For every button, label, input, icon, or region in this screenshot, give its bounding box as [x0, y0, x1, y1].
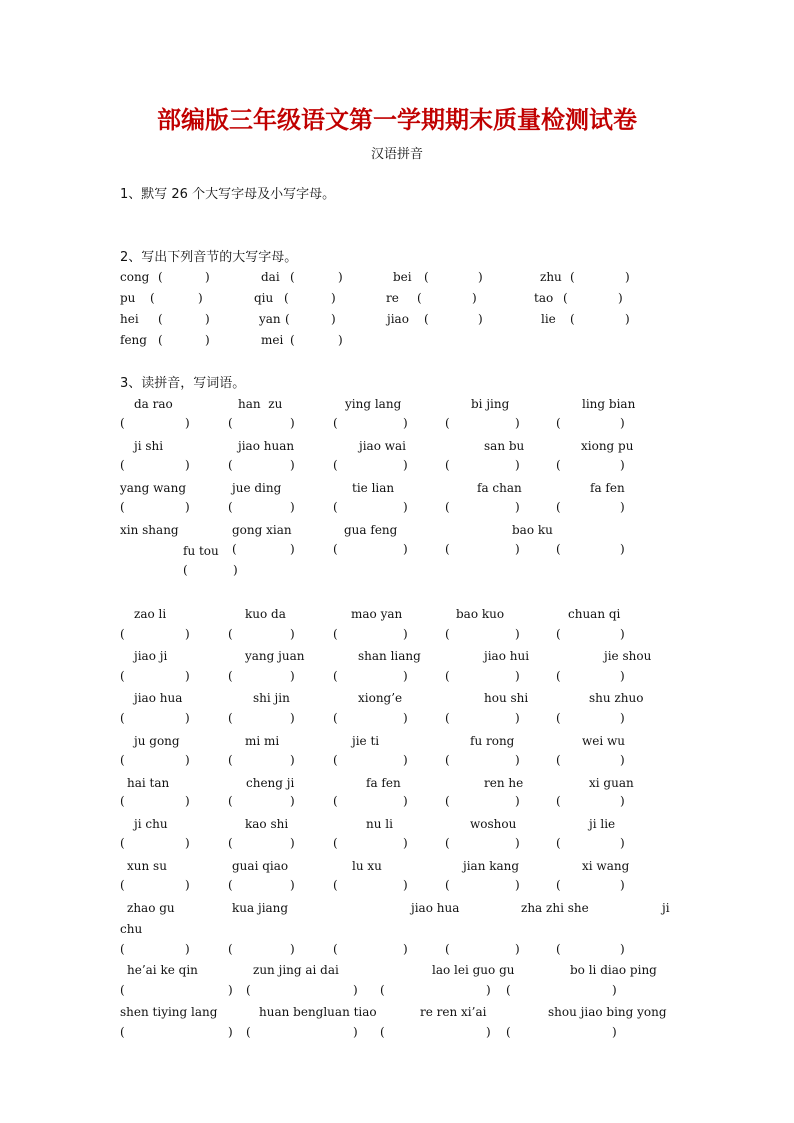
answer-paren-close: ) — [198, 291, 203, 305]
answer-paren-open: ( — [380, 1025, 385, 1039]
answer-paren-close: ) — [290, 627, 295, 641]
syllable-label: feng — [120, 333, 147, 347]
answer-paren-open: ( — [183, 563, 188, 577]
pinyin-word: ji chu — [134, 817, 168, 831]
answer-paren-open: ( — [445, 627, 450, 641]
answer-paren-close: ) — [515, 627, 520, 641]
answer-paren-open: ( — [333, 500, 338, 514]
pinyin-word: guai qiao — [232, 859, 289, 873]
pinyin-word: han zu — [238, 397, 283, 411]
syllable-label: re — [386, 291, 399, 305]
pinyin-word: mao yan — [351, 607, 403, 621]
answer-paren-open: ( — [158, 312, 163, 326]
idiom-pinyin: re ren xi’ai — [420, 1005, 487, 1019]
pinyin-word: bao ku — [512, 523, 553, 537]
answer-paren-close: ) — [338, 333, 343, 347]
answer-paren-close: ) — [515, 794, 520, 808]
pinyin-word: jie shou — [604, 649, 652, 663]
answer-paren-close: ) — [515, 500, 520, 514]
pinyin-word: hou shi — [484, 691, 529, 705]
answer-paren-open: ( — [556, 794, 561, 808]
syllable-label: pu — [120, 291, 136, 305]
pinyin-word: fu rong — [470, 734, 515, 748]
answer-paren-open: ( — [556, 627, 561, 641]
answer-paren-open: ( — [120, 1025, 125, 1039]
syllable-label: cong — [120, 270, 150, 284]
answer-paren-open: ( — [570, 312, 575, 326]
answer-paren-close: ) — [403, 627, 408, 641]
idiom-pinyin: bo li diao ping — [570, 963, 657, 977]
syllable-label: tao — [534, 291, 554, 305]
answer-paren-close: ) — [331, 312, 336, 326]
pinyin-word: ling bian — [582, 397, 636, 411]
answer-paren-close: ) — [486, 983, 491, 997]
answer-paren-close: ) — [625, 270, 630, 284]
pinyin-word: ju gong — [134, 734, 180, 748]
answer-paren-close: ) — [620, 836, 625, 850]
pinyin-word: woshou — [470, 817, 517, 831]
answer-paren-open: ( — [232, 542, 237, 556]
answer-paren-open: ( — [556, 878, 561, 892]
page-subtitle: 汉语拼音 — [370, 147, 423, 162]
pinyin-word: xiong’e — [358, 691, 403, 705]
answer-paren-open: ( — [445, 794, 450, 808]
answer-paren-close: ) — [403, 878, 408, 892]
answer-paren-open: ( — [333, 794, 338, 808]
answer-paren-close: ) — [205, 333, 210, 347]
answer-paren-close: ) — [515, 416, 520, 430]
answer-paren-open: ( — [120, 458, 125, 472]
answer-paren-close: ) — [478, 270, 483, 284]
pinyin-word: wei wu — [582, 734, 626, 748]
answer-paren-open: ( — [556, 711, 561, 725]
answer-paren-close: ) — [353, 1025, 358, 1039]
answer-paren-close: ) — [185, 878, 190, 892]
answer-paren-close: ) — [185, 794, 190, 808]
pinyin-word: hai tan — [127, 776, 170, 790]
answer-paren-open: ( — [120, 753, 125, 767]
answer-paren-close: ) — [515, 753, 520, 767]
answer-paren-close: ) — [620, 753, 625, 767]
answer-paren-open: ( — [246, 983, 251, 997]
answer-paren-close: ) — [515, 836, 520, 850]
answer-paren-close: ) — [331, 291, 336, 305]
pinyin-word: san bu — [484, 439, 525, 453]
answer-paren-close: ) — [290, 711, 295, 725]
syllable-label: qiu — [254, 291, 274, 305]
answer-paren-open: ( — [424, 270, 429, 284]
pinyin-word: jue ding — [232, 481, 282, 495]
answer-paren-open: ( — [285, 312, 290, 326]
answer-paren-open: ( — [570, 270, 575, 284]
syllable-label: bei — [393, 270, 412, 284]
answer-paren-open: ( — [228, 878, 233, 892]
answer-paren-open: ( — [556, 542, 561, 556]
answer-paren-close: ) — [403, 458, 408, 472]
answer-paren-open: ( — [228, 942, 233, 956]
answer-paren-open: ( — [228, 500, 233, 514]
answer-paren-close: ) — [620, 878, 625, 892]
pinyin-word: kuo da — [245, 607, 286, 621]
pinyin-word: ji lie — [589, 817, 616, 831]
answer-paren-close: ) — [620, 627, 625, 641]
pinyin-word: bao kuo — [456, 607, 505, 621]
syllable-label: lie — [541, 312, 556, 326]
pinyin-word: xi wang — [582, 859, 630, 873]
answer-paren-close: ) — [290, 416, 295, 430]
question-2-label: 2、写出下列音节的大写字母。 — [120, 250, 298, 265]
pinyin-word: yang wang — [120, 481, 186, 495]
answer-paren-open: ( — [556, 836, 561, 850]
answer-paren-close: ) — [185, 458, 190, 472]
answer-paren-close: ) — [620, 942, 625, 956]
answer-paren-open: ( — [120, 794, 125, 808]
answer-paren-open: ( — [445, 711, 450, 725]
answer-paren-open: ( — [158, 270, 163, 284]
answer-paren-open: ( — [120, 836, 125, 850]
idiom-pinyin: shen tiying lang — [120, 1005, 218, 1019]
answer-paren-close: ) — [185, 416, 190, 430]
idiom-pinyin: zun jing ai dai — [253, 963, 339, 977]
answer-paren-close: ) — [205, 312, 210, 326]
answer-paren-open: ( — [445, 669, 450, 683]
answer-paren-open: ( — [228, 669, 233, 683]
pinyin-word: gong xian — [232, 523, 292, 537]
pinyin-word: jiao hua — [134, 691, 183, 705]
answer-paren-close: ) — [228, 983, 233, 997]
answer-paren-open: ( — [290, 333, 295, 347]
answer-paren-open: ( — [333, 836, 338, 850]
answer-paren-open: ( — [333, 878, 338, 892]
answer-paren-close: ) — [620, 711, 625, 725]
answer-paren-open: ( — [333, 753, 338, 767]
answer-paren-open: ( — [333, 942, 338, 956]
answer-paren-close: ) — [612, 983, 617, 997]
answer-paren-open: ( — [556, 753, 561, 767]
answer-paren-open: ( — [120, 942, 125, 956]
pinyin-word: fu tou — [183, 544, 219, 558]
pinyin-word: shu zhuo — [589, 691, 644, 705]
answer-paren-open: ( — [506, 983, 511, 997]
pinyin-word: ji — [662, 901, 670, 915]
answer-paren-open: ( — [120, 627, 125, 641]
answer-paren-open: ( — [120, 500, 125, 514]
pinyin-word: fa chan — [477, 481, 522, 495]
answer-paren-open: ( — [333, 669, 338, 683]
answer-paren-open: ( — [445, 542, 450, 556]
answer-paren-close: ) — [403, 836, 408, 850]
answer-paren-open: ( — [120, 416, 125, 430]
answer-paren-close: ) — [338, 270, 343, 284]
answer-paren-close: ) — [403, 942, 408, 956]
pinyin-word: ying lang — [345, 397, 402, 411]
question-3-label: 3、读拼音，写词语。 — [120, 376, 246, 391]
pinyin-word: nu li — [366, 817, 393, 831]
answer-paren-open: ( — [120, 983, 125, 997]
answer-paren-open: ( — [333, 542, 338, 556]
answer-paren-open: ( — [120, 711, 125, 725]
idiom-pinyin: huan bengluan tiao — [259, 1005, 377, 1019]
pinyin-word: jiao wai — [359, 439, 407, 453]
answer-paren-close: ) — [228, 1025, 233, 1039]
answer-paren-close: ) — [290, 500, 295, 514]
pinyin-word: fa fen — [366, 776, 401, 790]
answer-paren-open: ( — [380, 983, 385, 997]
answer-paren-close: ) — [185, 836, 190, 850]
pinyin-word: xun su — [127, 859, 167, 873]
pinyin-word: yang juan — [245, 649, 305, 663]
pinyin-word: jiao hui — [484, 649, 530, 663]
answer-paren-close: ) — [403, 669, 408, 683]
answer-paren-close: ) — [185, 627, 190, 641]
answer-paren-close: ) — [403, 416, 408, 430]
answer-paren-close: ) — [185, 753, 190, 767]
answer-paren-open: ( — [556, 458, 561, 472]
idiom-pinyin: shou jiao bing yong — [548, 1005, 667, 1019]
answer-paren-open: ( — [120, 669, 125, 683]
answer-paren-open: ( — [228, 627, 233, 641]
answer-paren-open: ( — [228, 458, 233, 472]
pinyin-word: tie lian — [352, 481, 395, 495]
pinyin-word: xin shang — [120, 523, 179, 537]
syllable-label: jiao — [387, 312, 409, 326]
idiom-pinyin: he’ai ke qin — [127, 963, 198, 977]
answer-paren-open: ( — [333, 458, 338, 472]
answer-paren-close: ) — [620, 542, 625, 556]
answer-paren-close: ) — [290, 794, 295, 808]
answer-paren-close: ) — [515, 669, 520, 683]
answer-paren-open: ( — [445, 500, 450, 514]
answer-paren-open: ( — [445, 458, 450, 472]
answer-paren-close: ) — [290, 669, 295, 683]
answer-paren-close: ) — [185, 711, 190, 725]
answer-paren-open: ( — [445, 416, 450, 430]
pinyin-word: jiao hua — [411, 901, 460, 915]
answer-paren-close: ) — [233, 563, 238, 577]
answer-paren-close: ) — [625, 312, 630, 326]
answer-paren-close: ) — [472, 291, 477, 305]
answer-paren-open: ( — [228, 416, 233, 430]
answer-paren-open: ( — [228, 836, 233, 850]
answer-paren-open: ( — [424, 312, 429, 326]
answer-paren-open: ( — [333, 627, 338, 641]
answer-paren-open: ( — [556, 416, 561, 430]
answer-paren-open: ( — [158, 333, 163, 347]
answer-paren-close: ) — [290, 878, 295, 892]
answer-paren-close: ) — [620, 500, 625, 514]
pinyin-word: ji shi — [134, 439, 164, 453]
answer-paren-open: ( — [445, 753, 450, 767]
answer-paren-close: ) — [403, 500, 408, 514]
syllable-label: zhu — [540, 270, 562, 284]
pinyin-word: da rao — [134, 397, 173, 411]
answer-paren-close: ) — [515, 878, 520, 892]
answer-paren-open: ( — [556, 500, 561, 514]
pinyin-word: xiong pu — [581, 439, 634, 453]
syllable-label: hei — [120, 312, 139, 326]
answer-paren-close: ) — [618, 291, 623, 305]
answer-paren-close: ) — [403, 542, 408, 556]
pinyin-word: jiao ji — [134, 649, 168, 663]
answer-paren-close: ) — [486, 1025, 491, 1039]
answer-paren-open: ( — [445, 942, 450, 956]
pinyin-word: kao shi — [245, 817, 289, 831]
pinyin-word: chuan qi — [568, 607, 621, 621]
answer-paren-open: ( — [333, 711, 338, 725]
answer-paren-close: ) — [620, 794, 625, 808]
pinyin-word: shi jin — [253, 691, 290, 705]
answer-paren-close: ) — [478, 312, 483, 326]
answer-paren-close: ) — [403, 794, 408, 808]
answer-paren-open: ( — [150, 291, 155, 305]
question-1-label: 1、默写 26 个大写字母及小写字母。 — [120, 187, 336, 202]
answer-paren-close: ) — [290, 942, 295, 956]
answer-paren-open: ( — [417, 291, 422, 305]
answer-paren-close: ) — [515, 458, 520, 472]
answer-paren-open: ( — [506, 1025, 511, 1039]
answer-paren-close: ) — [185, 669, 190, 683]
answer-paren-close: ) — [290, 836, 295, 850]
pinyin-word: gua feng — [344, 523, 398, 537]
answer-paren-close: ) — [290, 753, 295, 767]
answer-paren-open: ( — [556, 942, 561, 956]
pinyin-word: kua jiang — [232, 901, 289, 915]
answer-paren-close: ) — [515, 942, 520, 956]
answer-paren-close: ) — [185, 942, 190, 956]
pinyin-word: jiao huan — [238, 439, 295, 453]
answer-paren-close: ) — [515, 542, 520, 556]
pinyin-word: bi jing — [471, 397, 510, 411]
syllable-label: yan — [259, 312, 281, 326]
answer-paren-open: ( — [445, 836, 450, 850]
answer-paren-close: ) — [353, 983, 358, 997]
pinyin-word: jie ti — [352, 734, 380, 748]
answer-paren-close: ) — [205, 270, 210, 284]
answer-paren-close: ) — [403, 753, 408, 767]
pinyin-word: zao li — [134, 607, 167, 621]
pinyin-word: shan liang — [358, 649, 421, 663]
pinyin-word: lu xu — [352, 859, 382, 873]
pinyin-word: zhao gu — [127, 901, 175, 915]
page-title: 部编版三年级语文第一学期期末质量检测试卷 — [157, 106, 637, 134]
answer-paren-close: ) — [290, 458, 295, 472]
answer-paren-close: ) — [620, 458, 625, 472]
answer-paren-close: ) — [403, 711, 408, 725]
answer-paren-open: ( — [228, 711, 233, 725]
answer-paren-open: ( — [556, 669, 561, 683]
answer-paren-open: ( — [228, 753, 233, 767]
syllable-label: mei — [261, 333, 284, 347]
pinyin-word: cheng ji — [246, 776, 295, 790]
answer-paren-open: ( — [246, 1025, 251, 1039]
answer-paren-close: ) — [290, 542, 295, 556]
answer-paren-close: ) — [185, 500, 190, 514]
pinyin-word: ren he — [484, 776, 524, 790]
answer-paren-open: ( — [563, 291, 568, 305]
pinyin-word: fa fen — [590, 481, 625, 495]
answer-paren-open: ( — [228, 794, 233, 808]
answer-paren-open: ( — [120, 878, 125, 892]
answer-paren-close: ) — [515, 711, 520, 725]
syllable-label: dai — [261, 270, 280, 284]
pinyin-word: mi mi — [245, 734, 280, 748]
pinyin-word: jian kang — [463, 859, 520, 873]
answer-paren-close: ) — [612, 1025, 617, 1039]
answer-paren-open: ( — [333, 416, 338, 430]
pinyin-word: xi guan — [589, 776, 634, 790]
pinyin-word: zha zhi she — [521, 901, 589, 915]
answer-paren-open: ( — [445, 878, 450, 892]
answer-paren-open: ( — [290, 270, 295, 284]
pinyin-word: chu — [120, 922, 143, 936]
answer-paren-open: ( — [284, 291, 289, 305]
answer-paren-close: ) — [620, 416, 625, 430]
idiom-pinyin: lao lei guo gu — [432, 963, 515, 977]
answer-paren-close: ) — [620, 669, 625, 683]
